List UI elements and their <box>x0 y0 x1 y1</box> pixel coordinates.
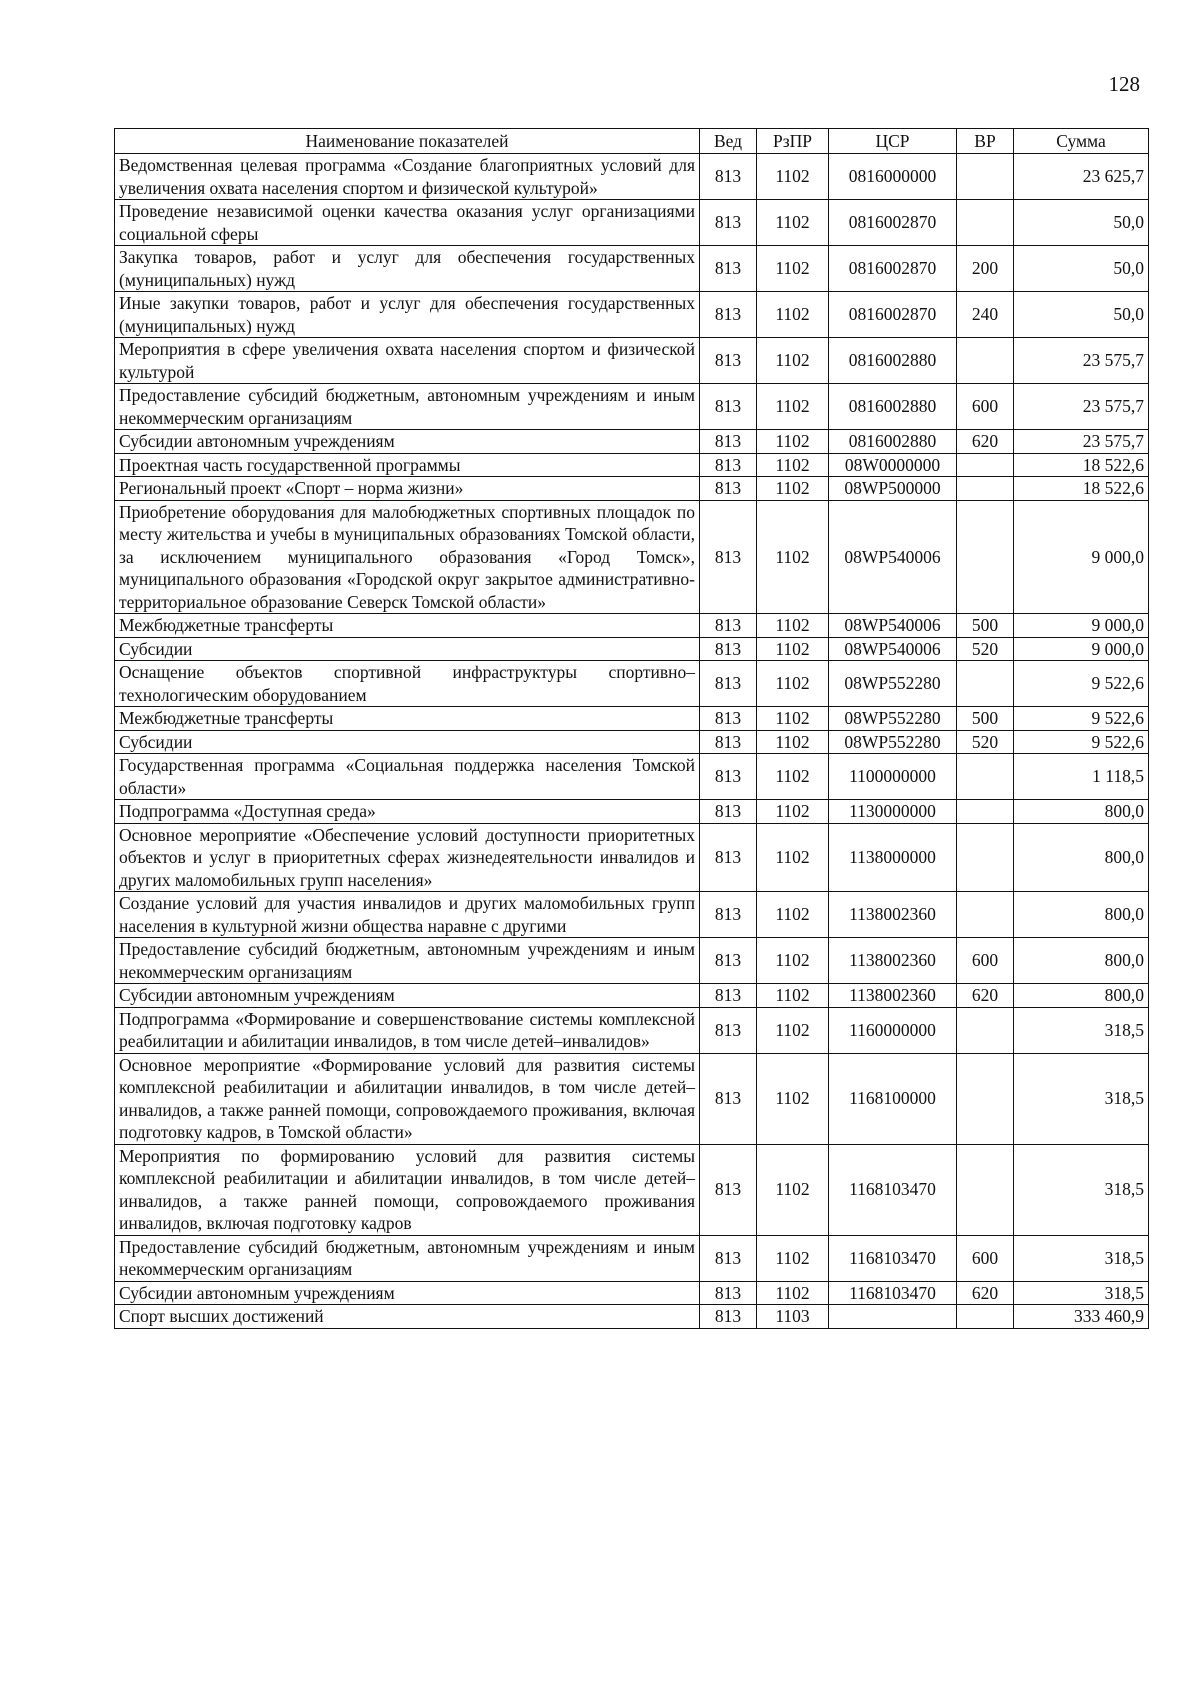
cell-sum: 50,0 <box>1014 200 1149 246</box>
cell-rzpr: 1102 <box>757 384 829 430</box>
cell-sum: 50,0 <box>1014 246 1149 292</box>
table-row <box>115 292 1149 338</box>
cell-rzpr: 1102 <box>757 984 829 1008</box>
cell-name: Государственная программа «Социальная поддержка населения Томской области» <box>115 754 700 800</box>
cell-vr: 620 <box>957 984 1014 1008</box>
cell-vr: 620 <box>957 430 1014 454</box>
cell-rzpr: 1102 <box>757 614 829 638</box>
cell-ved: 813 <box>700 800 757 824</box>
cell-ved: 813 <box>700 477 757 501</box>
cell-vr <box>957 453 1014 477</box>
cell-ved: 813 <box>700 1281 757 1305</box>
cell-ved: 813 <box>700 246 757 292</box>
table-row <box>115 730 1149 754</box>
cell-name: Мероприятия по формированию условий для развития системы комплексной реабилитации и абилитации инвалидов, в том числе детей–инвалидов, а также ранней помощи, сопровождаемого проживания инвалидов, включая подготовку кадров <box>115 1144 700 1235</box>
table-row <box>115 984 1149 1008</box>
cell-vr: 500 <box>957 614 1014 638</box>
cell-ved: 813 <box>700 707 757 731</box>
cell-rzpr: 1102 <box>757 892 829 938</box>
cell-sum: 800,0 <box>1014 892 1149 938</box>
table-row <box>115 938 1149 984</box>
page-number: 128 <box>1108 72 1140 96</box>
cell-vr <box>957 1053 1014 1144</box>
cell-name: Субсидии <box>115 637 700 661</box>
table-header-row <box>115 129 1149 154</box>
cell-rzpr: 1102 <box>757 754 829 800</box>
cell-vr <box>957 200 1014 246</box>
cell-csr: 1138002360 <box>829 892 957 938</box>
cell-name: Основное мероприятие «Обеспечение условий доступности приоритетных объектов и услуг в приоритетных сферах жизнедеятельности инвалидов и других маломобильных групп населения» <box>115 823 700 892</box>
cell-name: Закупка товаров, работ и услуг для обеспечения государственных (муниципальных) нужд <box>115 246 700 292</box>
cell-vr: 240 <box>957 292 1014 338</box>
cell-name: Проведение независимой оценки качества оказания услуг организациями социальной сферы <box>115 200 700 246</box>
table-row <box>115 1007 1149 1053</box>
cell-rzpr: 1102 <box>757 154 829 200</box>
cell-vr <box>957 154 1014 200</box>
table-body <box>115 154 1149 1329</box>
cell-csr: 08WP540006 <box>829 614 957 638</box>
cell-csr: 1138000000 <box>829 823 957 892</box>
cell-ved: 813 <box>700 453 757 477</box>
cell-rzpr: 1102 <box>757 1007 829 1053</box>
cell-rzpr: 1102 <box>757 453 829 477</box>
cell-csr: 08WP540006 <box>829 500 957 614</box>
budget-table <box>114 128 1149 1329</box>
cell-csr: 1168103470 <box>829 1144 957 1235</box>
cell-sum: 50,0 <box>1014 292 1149 338</box>
cell-csr: 1168100000 <box>829 1053 957 1144</box>
cell-ved: 813 <box>700 938 757 984</box>
cell-ved: 813 <box>700 1305 757 1329</box>
table-row <box>115 500 1149 614</box>
cell-name: Спорт высших достижений <box>115 1305 700 1329</box>
cell-sum: 9 522,6 <box>1014 730 1149 754</box>
cell-csr <box>829 1305 957 1329</box>
cell-ved: 813 <box>700 984 757 1008</box>
table-row <box>115 154 1149 200</box>
cell-name: Подпрограмма «Формирование и совершенствование системы комплексной реабилитации и абилитации инвалидов, в том числе детей–инвалидов» <box>115 1007 700 1053</box>
cell-vr: 620 <box>957 1281 1014 1305</box>
cell-rzpr: 1102 <box>757 800 829 824</box>
cell-name: Иные закупки товаров, работ и услуг для обеспечения государственных (муниципальных) нужд <box>115 292 700 338</box>
cell-rzpr: 1102 <box>757 1235 829 1281</box>
cell-sum: 18 522,6 <box>1014 477 1149 501</box>
cell-sum: 800,0 <box>1014 984 1149 1008</box>
table-row <box>115 453 1149 477</box>
cell-vr <box>957 477 1014 501</box>
table-row <box>115 1053 1149 1144</box>
cell-rzpr: 1102 <box>757 707 829 731</box>
cell-ved: 813 <box>700 1053 757 1144</box>
cell-rzpr: 1102 <box>757 938 829 984</box>
cell-ved: 813 <box>700 730 757 754</box>
cell-sum: 800,0 <box>1014 800 1149 824</box>
table-row <box>115 246 1149 292</box>
cell-name: Подпрограмма «Доступная среда» <box>115 800 700 824</box>
cell-sum: 9 000,0 <box>1014 637 1149 661</box>
header-name: Наименование показателей <box>115 129 700 154</box>
cell-name: Предоставление субсидий бюджетным, автономным учреждениям и иным некоммерческим организациям <box>115 1235 700 1281</box>
cell-csr: 1138002360 <box>829 938 957 984</box>
cell-sum: 9 000,0 <box>1014 614 1149 638</box>
cell-csr: 0816002880 <box>829 384 957 430</box>
cell-rzpr: 1102 <box>757 200 829 246</box>
cell-sum: 318,5 <box>1014 1281 1149 1305</box>
cell-csr: 0816002880 <box>829 430 957 454</box>
cell-name: Субсидии автономным учреждениям <box>115 430 700 454</box>
table-row <box>115 1281 1149 1305</box>
table-row <box>115 1305 1149 1329</box>
cell-csr: 1168103470 <box>829 1235 957 1281</box>
cell-rzpr: 1102 <box>757 246 829 292</box>
cell-ved: 813 <box>700 637 757 661</box>
cell-csr: 0816002870 <box>829 292 957 338</box>
cell-ved: 813 <box>700 892 757 938</box>
cell-vr: 600 <box>957 1235 1014 1281</box>
cell-csr: 08WP500000 <box>829 477 957 501</box>
cell-rzpr: 1102 <box>757 338 829 384</box>
cell-csr: 0816002870 <box>829 246 957 292</box>
cell-ved: 813 <box>700 430 757 454</box>
cell-sum: 318,5 <box>1014 1007 1149 1053</box>
cell-ved: 813 <box>700 384 757 430</box>
cell-name: Межбюджетные трансферты <box>115 707 700 731</box>
cell-csr: 08WP552280 <box>829 707 957 731</box>
cell-csr: 0816002880 <box>829 338 957 384</box>
table-row <box>115 1144 1149 1235</box>
cell-name: Предоставление субсидий бюджетным, автономным учреждениям и иным некоммерческим организациям <box>115 938 700 984</box>
table-row <box>115 800 1149 824</box>
cell-ved: 813 <box>700 338 757 384</box>
cell-ved: 813 <box>700 823 757 892</box>
table-row <box>115 1235 1149 1281</box>
cell-sum: 9 522,6 <box>1014 707 1149 731</box>
cell-ved: 813 <box>700 200 757 246</box>
cell-name: Субсидии автономным учреждениям <box>115 1281 700 1305</box>
header-sum: Сумма <box>1014 129 1149 154</box>
cell-sum: 9 000,0 <box>1014 500 1149 614</box>
cell-vr <box>957 754 1014 800</box>
cell-csr: 1100000000 <box>829 754 957 800</box>
cell-csr: 1130000000 <box>829 800 957 824</box>
cell-vr: 520 <box>957 730 1014 754</box>
cell-name: Оснащение объектов спортивной инфраструктуры спортивно–технологическим оборудованием <box>115 661 700 707</box>
header-vr: ВР <box>957 129 1014 154</box>
cell-ved: 813 <box>700 154 757 200</box>
table-row <box>115 661 1149 707</box>
cell-sum: 9 522,6 <box>1014 661 1149 707</box>
cell-vr <box>957 892 1014 938</box>
table-row <box>115 430 1149 454</box>
cell-ved: 813 <box>700 614 757 638</box>
cell-ved: 813 <box>700 661 757 707</box>
cell-vr: 600 <box>957 384 1014 430</box>
cell-sum: 318,5 <box>1014 1144 1149 1235</box>
cell-rzpr: 1102 <box>757 661 829 707</box>
cell-sum: 23 575,7 <box>1014 384 1149 430</box>
cell-vr: 500 <box>957 707 1014 731</box>
header-csr: ЦСР <box>829 129 957 154</box>
cell-vr <box>957 823 1014 892</box>
cell-rzpr: 1102 <box>757 1144 829 1235</box>
cell-name: Мероприятия в сфере увеличения охвата населения спортом и физической культурой <box>115 338 700 384</box>
cell-vr <box>957 500 1014 614</box>
cell-ved: 813 <box>700 500 757 614</box>
cell-rzpr: 1103 <box>757 1305 829 1329</box>
cell-vr: 200 <box>957 246 1014 292</box>
cell-ved: 813 <box>700 754 757 800</box>
table-row <box>115 200 1149 246</box>
cell-rzpr: 1102 <box>757 823 829 892</box>
cell-sum: 318,5 <box>1014 1053 1149 1144</box>
cell-csr: 1138002360 <box>829 984 957 1008</box>
header-rzpr: РзПР <box>757 129 829 154</box>
cell-csr: 1160000000 <box>829 1007 957 1053</box>
table-row <box>115 892 1149 938</box>
cell-ved: 813 <box>700 1144 757 1235</box>
cell-sum: 318,5 <box>1014 1235 1149 1281</box>
cell-rzpr: 1102 <box>757 637 829 661</box>
cell-rzpr: 1102 <box>757 292 829 338</box>
table-row <box>115 338 1149 384</box>
table-row <box>115 823 1149 892</box>
cell-sum: 23 575,7 <box>1014 430 1149 454</box>
cell-name: Ведомственная целевая программа «Создание благоприятных условий для увеличения охвата населения спортом и физической культурой» <box>115 154 700 200</box>
header-ved: Вед <box>700 129 757 154</box>
cell-vr <box>957 800 1014 824</box>
cell-rzpr: 1102 <box>757 500 829 614</box>
cell-csr: 1168103470 <box>829 1281 957 1305</box>
cell-ved: 813 <box>700 1007 757 1053</box>
cell-rzpr: 1102 <box>757 730 829 754</box>
cell-rzpr: 1102 <box>757 477 829 501</box>
cell-vr: 520 <box>957 637 1014 661</box>
cell-rzpr: 1102 <box>757 1053 829 1144</box>
cell-vr <box>957 338 1014 384</box>
cell-name: Межбюджетные трансферты <box>115 614 700 638</box>
cell-sum: 333 460,9 <box>1014 1305 1149 1329</box>
cell-csr: 08W0000000 <box>829 453 957 477</box>
cell-vr <box>957 1144 1014 1235</box>
cell-vr <box>957 1305 1014 1329</box>
cell-csr: 0816002870 <box>829 200 957 246</box>
cell-ved: 813 <box>700 1235 757 1281</box>
cell-sum: 18 522,6 <box>1014 453 1149 477</box>
cell-sum: 23 575,7 <box>1014 338 1149 384</box>
table-row <box>115 477 1149 501</box>
cell-csr: 0816000000 <box>829 154 957 200</box>
table-row <box>115 637 1149 661</box>
cell-name: Создание условий для участия инвалидов и других маломобильных групп населения в культурной жизни общества наравне с другими <box>115 892 700 938</box>
cell-name: Основное мероприятие «Формирование условий для развития системы комплексной реабилитации и абилитации инвалидов, в том числе детей–инвалидов, а также ранней помощи, сопровождаемого проживания, включая подготовку кадров, в Томской области» <box>115 1053 700 1144</box>
cell-vr <box>957 661 1014 707</box>
cell-rzpr: 1102 <box>757 1281 829 1305</box>
table-row <box>115 707 1149 731</box>
cell-ved: 813 <box>700 292 757 338</box>
cell-csr: 08WP540006 <box>829 637 957 661</box>
cell-csr: 08WP552280 <box>829 661 957 707</box>
cell-rzpr: 1102 <box>757 430 829 454</box>
cell-name: Региональный проект «Спорт – норма жизни» <box>115 477 700 501</box>
cell-name: Субсидии <box>115 730 700 754</box>
table-row <box>115 614 1149 638</box>
cell-sum: 800,0 <box>1014 938 1149 984</box>
cell-vr: 600 <box>957 938 1014 984</box>
cell-name: Субсидии автономным учреждениям <box>115 984 700 1008</box>
cell-name: Приобретение оборудования для малобюджетных спортивных площадок по месту жительства и учебы в муниципальных образованиях Томской области, за исключением муниципального образования «Город Томск», муниципального образования «Городской округ закрытое административно-территориальное образование Северск Томской области» <box>115 500 700 614</box>
cell-sum: 23 625,7 <box>1014 154 1149 200</box>
cell-sum: 1 118,5 <box>1014 754 1149 800</box>
cell-sum: 800,0 <box>1014 823 1149 892</box>
cell-name: Проектная часть государственной программы <box>115 453 700 477</box>
table-row <box>115 754 1149 800</box>
cell-vr <box>957 1007 1014 1053</box>
table-row <box>115 384 1149 430</box>
cell-name: Предоставление субсидий бюджетным, автономным учреждениям и иным некоммерческим организациям <box>115 384 700 430</box>
cell-csr: 08WP552280 <box>829 730 957 754</box>
